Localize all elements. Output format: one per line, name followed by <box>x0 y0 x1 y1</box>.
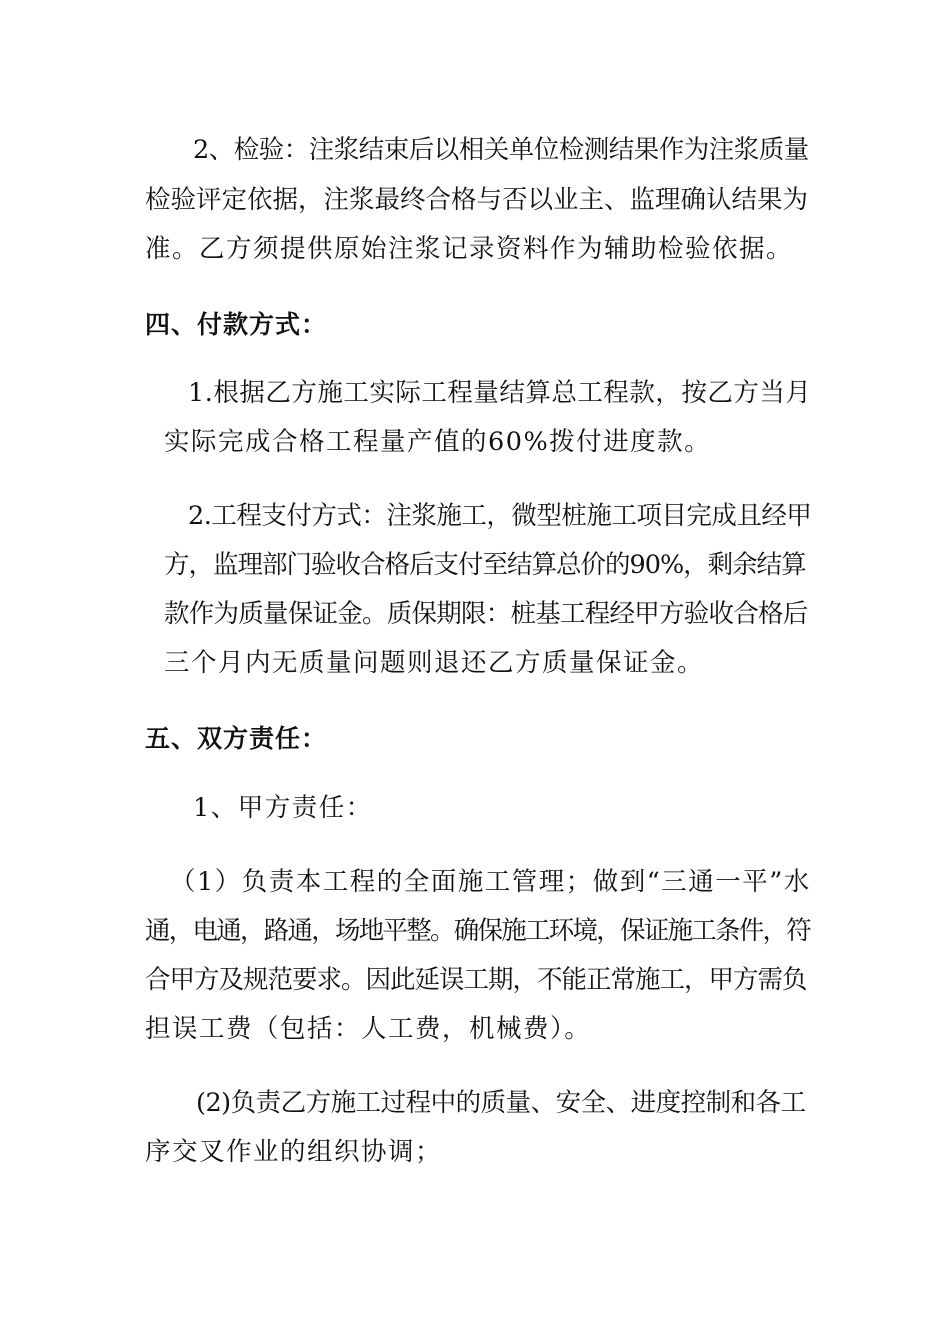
party-a-item1-line-3: 合甲方及规范要求。因此延误工期，不能正常施工，甲方需负 <box>145 965 807 995</box>
payment-item2-line-2: 方，监理部门验收合格后支付至结算总价的90%，剩余结算 <box>164 550 806 580</box>
party-a-item2-line-1: (2)负责乙方施工过程中的质量、安全、进度控制和各工 <box>196 1088 806 1118</box>
payment-item1-line-1: 1.根据乙方施工实际工程量结算总工程款，按乙方当月 <box>188 378 812 408</box>
party-a-item1-line-1: （1）负责本工程的全面施工管理；做到“三通一平”水 <box>170 867 811 897</box>
party-a-item1-line-2: 通，电通，路通，场地平整。确保施工环境，保证施工条件，符 <box>145 916 811 946</box>
payment-item2-line-4: 三个月内无质量问题则退还乙方质量保证金。 <box>164 648 705 678</box>
section-heading-payment: 四、付款方式： <box>145 310 328 339</box>
inspection-line-2: 检验评定依据，注浆最终合格与否以业主、监理确认结果为 <box>145 185 809 215</box>
payment-item2-line-1: 2.工程支付方式：注浆施工，微型桩施工项目完成且经甲 <box>188 501 812 531</box>
inspection-line-1: 2、检验：注浆结束后以相关单位检测结果作为注浆质量 <box>193 135 809 165</box>
inspection-line-3: 准。乙方须提供原始注浆记录资料作为辅助检验依据。 <box>145 234 794 264</box>
section-heading-responsibilities: 五、双方责任： <box>145 724 328 753</box>
party-a-item2-line-2: 序交叉作业的组织协调； <box>145 1137 443 1167</box>
payment-item2-line-3: 款作为质量保证金。质保期限：桩基工程经甲方验收合格后 <box>164 599 808 629</box>
party-a-item1-line-4: 担误工费（包括：人工费，机械费）。 <box>145 1014 592 1044</box>
party-a-title: 1、甲方责任： <box>193 793 373 823</box>
payment-item1-line-2: 实际完成合格工程量产值的60%拨付进度款。 <box>164 427 712 457</box>
